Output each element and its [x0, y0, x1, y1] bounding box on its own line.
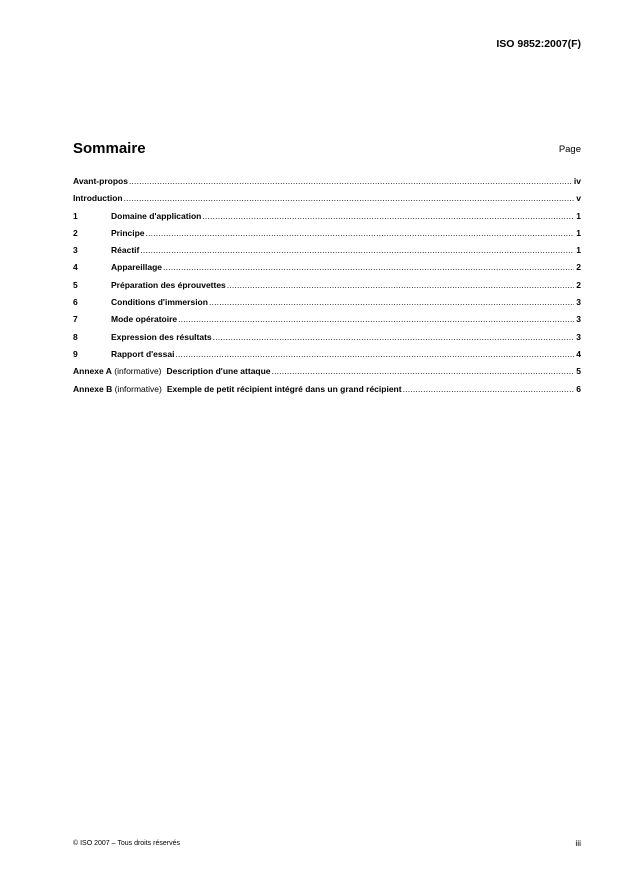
dot-leader — [209, 297, 574, 307]
toc-entry-page: 6 — [576, 383, 581, 394]
toc-entry-page: iv — [573, 176, 581, 186]
toc-entry-page: 3 — [576, 314, 581, 325]
toc-entry-annex-b[interactable] — [73, 384, 581, 401]
toc-entry-label: Rapport d'essai — [111, 348, 175, 359]
document-id: ISO 9852:2007(F) — [496, 38, 581, 50]
toc-entry-procedure[interactable] — [73, 314, 581, 331]
toc-entry-annex-a[interactable] — [73, 366, 581, 383]
dot-leader — [213, 332, 575, 342]
toc-entry-page: 4 — [576, 348, 581, 359]
toc-entry-principle[interactable] — [73, 228, 581, 245]
toc-entry-scope[interactable] — [73, 211, 581, 228]
dot-leader — [175, 349, 574, 359]
toc-entry-label: Avant-propos — [73, 176, 128, 186]
toc-entry-label: Domaine d'application — [111, 210, 202, 221]
contents-title: Sommaire — [73, 140, 146, 157]
toc-entry-label: Expression des résultats — [111, 331, 212, 342]
toc-entry-number: 9 — [73, 348, 78, 359]
toc-entry-label: Mode opératoire — [111, 314, 178, 325]
dot-leader — [163, 262, 574, 272]
toc-entry-immersion-conditions[interactable] — [73, 297, 581, 314]
dot-leader — [178, 314, 574, 324]
toc-entry-foreword[interactable] — [73, 176, 581, 193]
toc-entry-page: 1 — [576, 245, 581, 256]
toc-entry-number: 7 — [73, 314, 78, 325]
toc-entry-page: 3 — [576, 331, 581, 342]
dot-leader — [129, 176, 572, 186]
toc-entry-page: 2 — [576, 262, 581, 273]
contents-heading — [73, 137, 581, 157]
toc-entry-label: Préparation des éprouvettes — [111, 279, 226, 290]
dot-leader — [227, 280, 574, 290]
toc-entry-page: 2 — [576, 279, 581, 290]
dot-leader — [140, 245, 574, 255]
toc-entry-reagent[interactable] — [73, 245, 581, 262]
toc-entry-page: v — [576, 193, 581, 204]
toc-entry-page: 5 — [576, 366, 581, 377]
dot-leader — [124, 193, 575, 203]
toc-entry-label: Exemple de petit récipient intégré dans un grand récipient — [166, 383, 402, 394]
dot-leader — [403, 384, 575, 394]
dot-leader — [202, 211, 574, 221]
toc-entry-number: 8 — [73, 331, 78, 342]
toc-entry-number: 5 — [73, 279, 78, 290]
toc-entry-number: 2 — [73, 227, 78, 238]
table-of-contents — [73, 176, 581, 401]
toc-entry-number: 1 — [73, 210, 78, 221]
toc-entry-test-report[interactable] — [73, 349, 581, 366]
dot-leader — [272, 366, 575, 376]
footer-copyright: © ISO 2007 – Tous droits réservés — [73, 840, 180, 847]
toc-entry-number: 6 — [73, 297, 78, 308]
toc-entry-page: 3 — [576, 297, 581, 308]
toc-entry-label: Appareillage — [111, 262, 163, 273]
toc-entry-apparatus[interactable] — [73, 262, 581, 279]
dot-leader — [146, 228, 575, 238]
toc-entry-introduction[interactable] — [73, 193, 581, 210]
annex-prefix: Annexe A — [73, 366, 112, 377]
toc-entry-expression-of-results[interactable] — [73, 332, 581, 349]
annex-note: (informative) — [114, 366, 162, 377]
toc-entry-label: Introduction — [73, 193, 123, 204]
footer-page-number: iii — [575, 838, 581, 848]
page-column-label: Page — [558, 144, 581, 155]
toc-entry-number: 3 — [73, 245, 78, 256]
toc-entry-label: Description d'une attaque — [166, 366, 271, 377]
toc-entry-label: Conditions d'immersion — [111, 297, 208, 308]
toc-entry-specimen-preparation[interactable] — [73, 280, 581, 297]
annex-prefix: Annexe B — [73, 383, 113, 394]
annex-note: (informative) — [114, 383, 162, 394]
toc-entry-label: Réactif — [111, 245, 140, 256]
toc-entry-label: Principe — [111, 227, 145, 238]
toc-entry-page: 1 — [576, 227, 581, 238]
toc-entry-page: 1 — [576, 210, 581, 221]
toc-entry-number: 4 — [73, 262, 78, 273]
